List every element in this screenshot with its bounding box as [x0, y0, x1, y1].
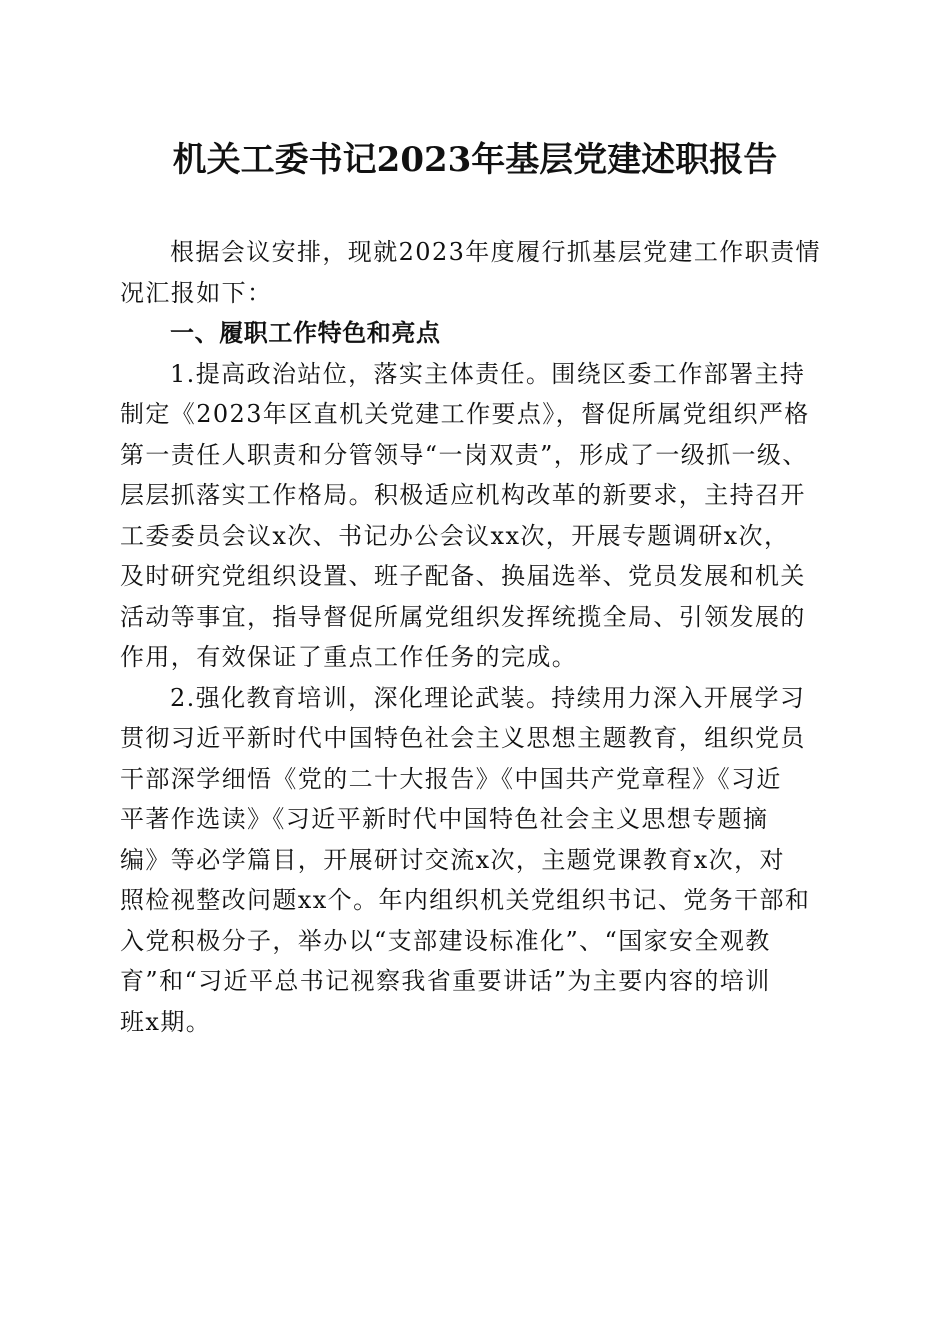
paragraph-line: 工委委员会议x次、书记办公会议xx次，开展专题调研x次， — [120, 521, 790, 550]
paragraph-line: 2.强化教育培训，深化理论武装。持续用力深入开展学习 — [170, 683, 806, 712]
paragraph-line: 干部深学细悟《党的二十大报告》《中国共产党章程》《习近 — [120, 764, 782, 793]
document-title: 机关工委书记2023年基层党建述职报告 — [172, 140, 778, 180]
paragraph-line: 平著作选读》《习近平新时代中国特色社会主义思想专题摘 — [120, 805, 769, 833]
paragraph-line: 根据会议安排，现就2023年度履行抓基层党建工作职责情 — [170, 238, 821, 266]
document-body — [120, 232, 840, 1042]
paragraph-line: 活动等事宜，指导督促所属党组织发挥统揽全局、引领发展的 — [120, 602, 806, 631]
paragraph-line: 编》等必学篇目，开展研讨交流x次，主题党课教育x次，对 — [120, 845, 785, 874]
paragraph-line: 贯彻习近平新时代中国特色社会主义思想主题教育，组织党员 — [120, 724, 806, 752]
paragraph-line: 制定《2023年区直机关党建工作要点》，督促所属党组织严格 — [120, 400, 810, 428]
paragraph-line: 第一责任人职责和分管领导“一岗双责”，形成了一级抓一级、 — [120, 440, 808, 469]
paragraph-line: 照检视整改问题xx个。年内组织机关党组织书记、党务干部和 — [120, 886, 811, 914]
paragraph-line: 育”和“习近平总书记视察我省重要讲话”为主要内容的培训 — [120, 967, 771, 995]
paragraph-line: 况汇报如下： — [120, 278, 273, 307]
paragraph-line: 及时研究党组织设置、班子配备、换届选举、党员发展和机关 — [120, 562, 806, 590]
paragraph-line: 作用，有效保证了重点工作任务的完成。 — [120, 643, 578, 671]
paragraph-line: 班x期。 — [120, 1007, 212, 1036]
paragraph-line: 入党积极分子，举办以“支部建设标准化”、“国家安全观教 — [120, 926, 771, 955]
paragraph-line: 层层抓落实工作格局。积极适应机构改革的新要求，主持召开 — [120, 481, 806, 509]
paragraph-line: 1.提高政治站位，落实主体责任。围绕区委工作部署主持 — [170, 359, 806, 388]
section-heading: 一、履职工作特色和亮点 — [170, 319, 441, 347]
